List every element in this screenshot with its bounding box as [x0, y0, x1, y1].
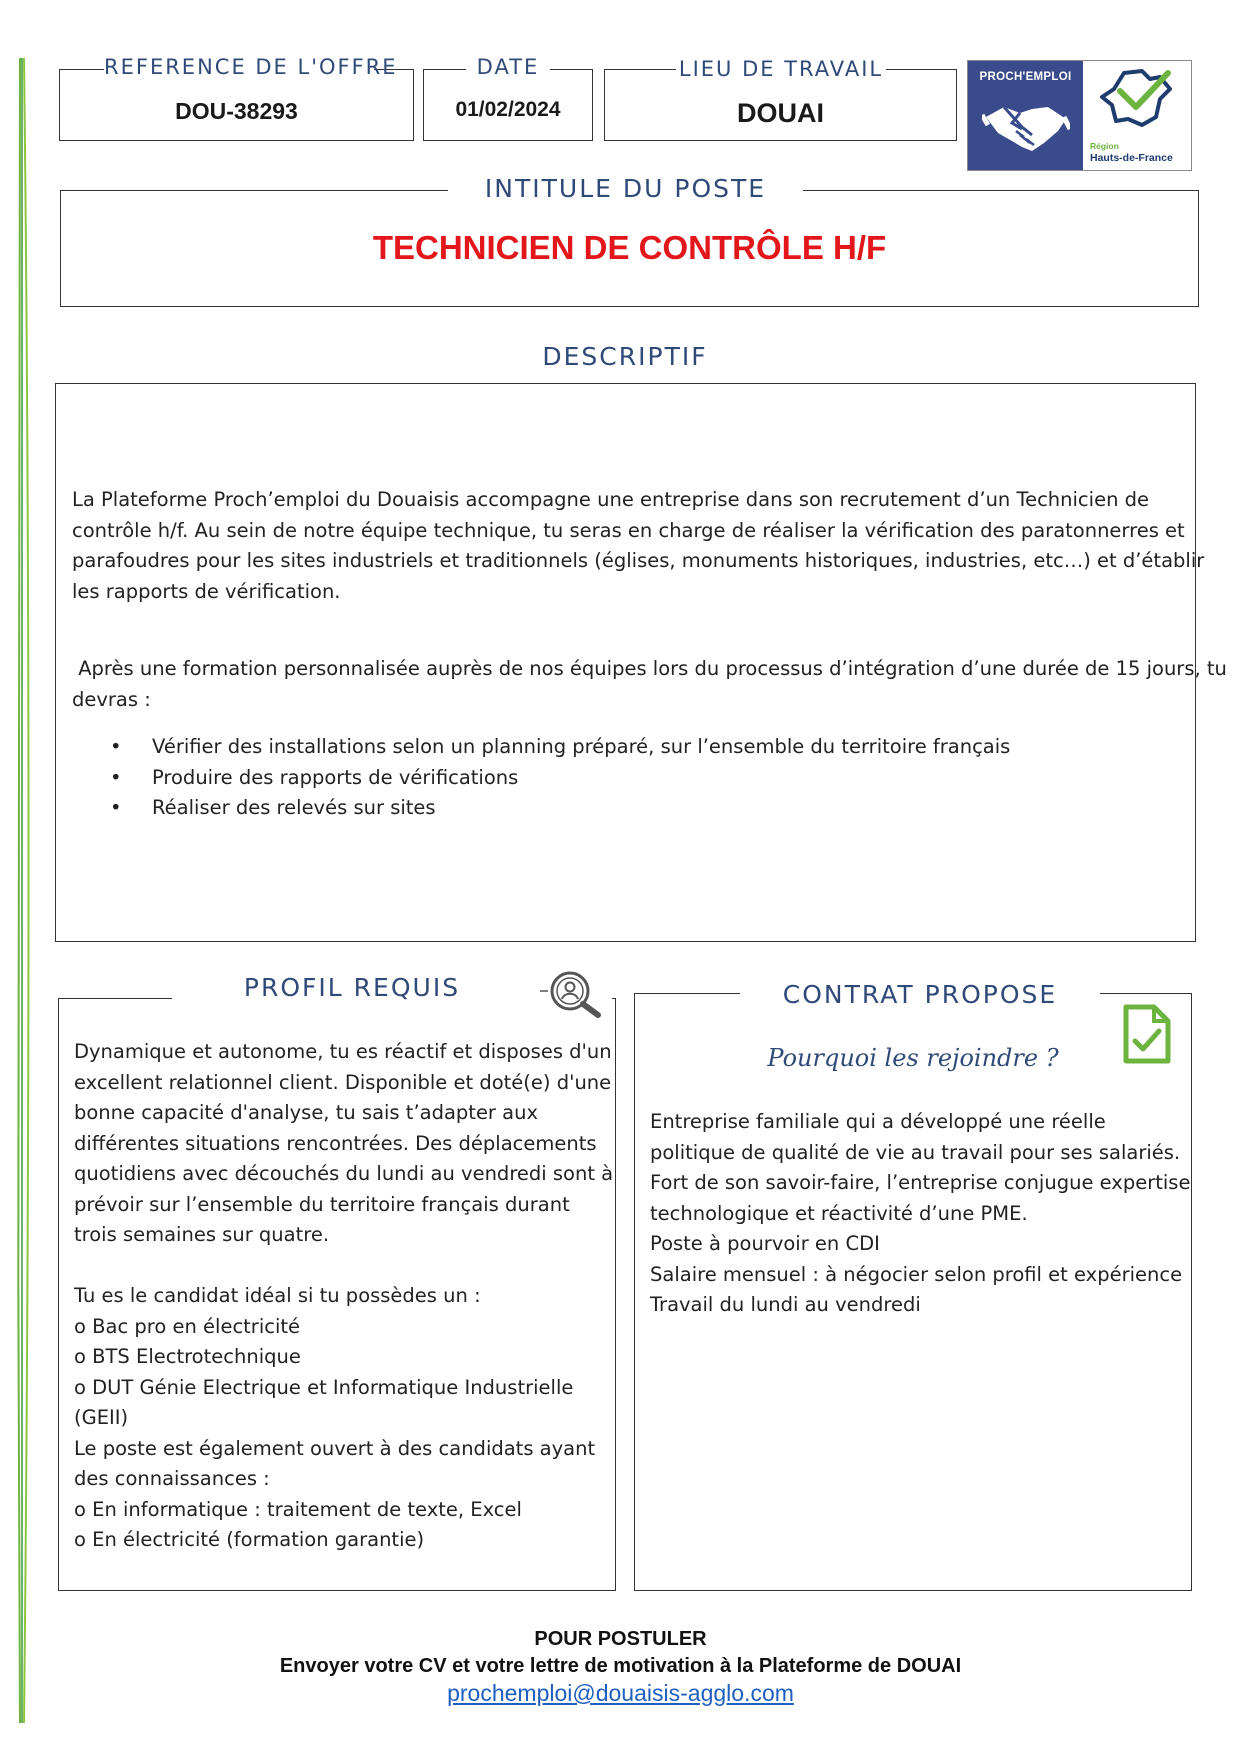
profil-paragraph-2: [74, 1281, 609, 1556]
reference-box: [59, 69, 414, 141]
list-item: • Produire des rapports de vérifications: [72, 763, 1172, 794]
profil-p2-line: Le poste est également ouvert à des candidats ayant: [74, 1436, 596, 1460]
profil-p2-line: o DUT Génie Electrique et Informatique Industrielle: [74, 1375, 574, 1399]
logo-blue-panel: [968, 61, 1083, 170]
profil-p2-line: Tu es le candidat idéal si tu possèdes un :: [74, 1284, 481, 1307]
descriptif-p1-line: parafoudres pour les sites industriels et traditionnels (églises, monuments historiques, industries, etc…) et d’établir: [72, 549, 1205, 572]
apply-instruction: Envoyer votre CV et votre lettre de motivation à la Plateforme de DOUAI: [279, 1655, 962, 1677]
left-decorative-lines: [14, 58, 34, 1723]
contrat-paragraph-3: [650, 1229, 1190, 1321]
profil-paragraph-1: [74, 1037, 614, 1251]
profil-p2-line: o En électricité (formation garantie): [74, 1528, 425, 1551]
descriptif-p1-line: contrôle h/f. Au sein de notre équipe technique, tu seras en charge de réaliser la vérification des paratonnerres et: [72, 518, 1185, 542]
profil-p1-line: Dynamique et autonome, tu es réactif et disposes d'un: [74, 1040, 612, 1063]
descriptif-paragraph-1: [72, 485, 1205, 607]
profil-p2-line: des connaissances :: [74, 1467, 270, 1490]
descriptif-p1-line: La Plateforme Proch’emploi du Douaisis accompagne une entreprise dans son recrutement d’un Technicien de: [72, 488, 1150, 511]
descriptif-box: [55, 383, 1227, 942]
profil-p2-line: o BTS Electrotechnique: [74, 1345, 301, 1368]
contrat-p2-line: Fort de son savoir-faire, l’entreprise conjugue expertise: [650, 1171, 1191, 1194]
contrat-p2-line: technologique et réactivité d’une PME.: [650, 1201, 1028, 1225]
profil-p2-line: o En informatique : traitement de texte, Excel: [74, 1497, 522, 1521]
logo-region-line1: Région: [1090, 141, 1119, 151]
contrat-label: CONTRAT PROPOSE: [740, 980, 1100, 1009]
profil-p1-line: prévoir sur l’ensemble du territoire français durant: [74, 1192, 570, 1216]
logo-brand-text: PROCH'EMPLOI: [979, 71, 1072, 83]
descriptif-label: DESCRIPTIF: [446, 342, 804, 371]
profil-p2-line: o Bac pro en électricité: [74, 1314, 301, 1338]
apply-heading: POUR POSTULER: [534, 1628, 707, 1650]
contrat-subtitle: Pourquoi les rejoindre ?: [767, 1044, 1059, 1072]
descriptif-p1-line: les rapports de vérification.: [72, 579, 341, 603]
descriptif-p2-line: devras :: [72, 687, 151, 711]
contrat-box: [634, 993, 1192, 1591]
date-label: DATE: [466, 55, 550, 79]
reference-label: REFERENCE DE L'OFFRE: [104, 55, 398, 79]
contrat-p3-line: Salaire mensuel : à négocier selon profil et expérience: [650, 1262, 1183, 1286]
profil-p1-line: différentes situations rencontrées. Des déplacements: [74, 1131, 597, 1155]
contrat-p1-line: Entreprise familiale qui a développé une réelle: [650, 1110, 1106, 1133]
descriptif-paragraph-2: [72, 654, 1227, 715]
profil-p1-line: excellent relationnel client. Disponible et doté(e) d'une: [74, 1070, 612, 1094]
document-check-icon: [1122, 1004, 1172, 1064]
location-value: DOUAI: [737, 98, 824, 128]
date-box: [423, 69, 593, 141]
region-map-icon: [1098, 69, 1178, 127]
logo-region-line2: Hauts-de-France: [1090, 152, 1173, 164]
contrat-paragraph-2: [650, 1168, 1190, 1229]
magnifier-user-icon: [540, 967, 606, 1019]
contrat-p3-line: Travail du lundi au vendredi: [650, 1293, 921, 1316]
reference-value: DOU-38293: [175, 98, 298, 124]
profil-p1-line: trois semaines sur quatre.: [74, 1223, 330, 1246]
profil-p2-line: (GEII): [74, 1406, 129, 1429]
date-value: 01/02/2024: [455, 98, 561, 121]
contrat-p3-line: Poste à pourvoir en CDI: [650, 1232, 880, 1255]
location-label: LIEU DE TRAVAIL: [676, 57, 886, 81]
contrat-p1-line: politique de qualité de vie au travail pour ses salariés.: [650, 1140, 1181, 1164]
list-item: • Réaliser des relevés sur sites: [72, 793, 1172, 824]
profil-p1-line: quotidiens avec découchés du lundi au vendredi sont à: [74, 1162, 614, 1185]
descriptif-task-list: [72, 732, 1172, 824]
profil-label: PROFIL REQUIS: [172, 973, 532, 1002]
profil-icon-holder: [532, 965, 612, 1020]
prochemploi-logo: [967, 60, 1192, 171]
job-title-box: [60, 190, 1199, 307]
apply-email-link[interactable]: prochemploi@douaisis-agglo.com: [447, 1680, 794, 1706]
descriptif-p2-line: Après une formation personnalisée auprès de nos équipes lors du processus d’intégration d’une durée de 15 jours, tu: [72, 657, 1227, 680]
profil-box: [58, 998, 616, 1591]
job-title-label: INTITULE DU POSTE: [448, 174, 803, 203]
contrat-paragraph-1: [650, 1107, 1190, 1168]
handshake-icon: [982, 95, 1070, 159]
profil-p1-line: bonne capacité d'analyse, tu sais t’adapter aux: [74, 1101, 539, 1124]
job-title: TECHNICIEN DE CONTRÔLE H/F: [372, 229, 887, 266]
list-item: • Vérifier des installations selon un planning préparé, sur l’ensemble du territoire français: [72, 732, 1172, 763]
